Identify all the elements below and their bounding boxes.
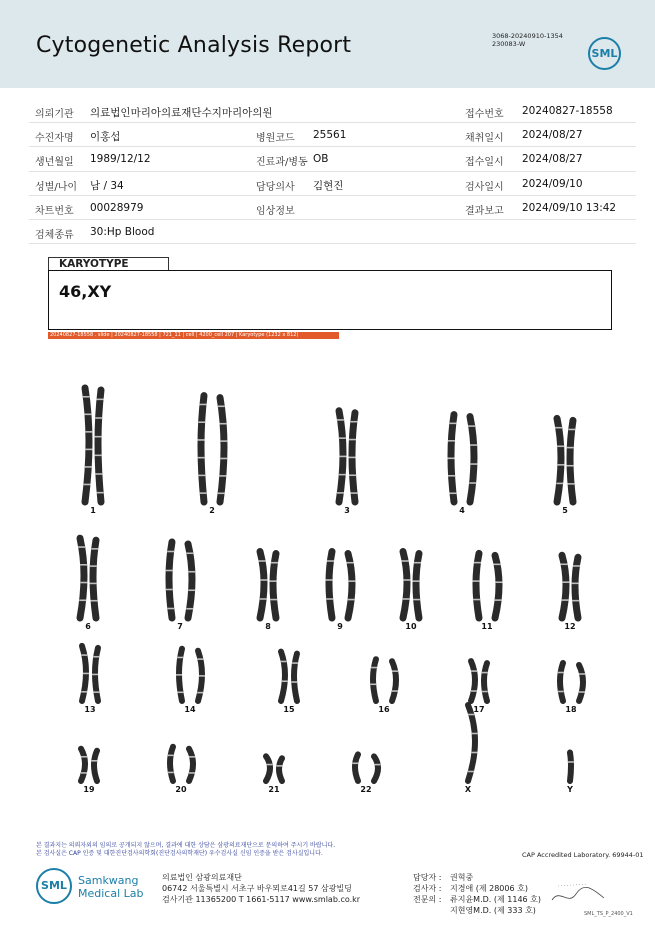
- chromosome-17: [471, 661, 488, 701]
- info-label: 담당의사: [256, 181, 295, 193]
- disclaimer-line2: 본 검사실은 CAP 인증 및 대한진단검사의학회(진단검사의학재단) 우수검사실 신임 인증을 받은 검사실입니다.: [36, 850, 323, 857]
- info-value: 이홍섭: [90, 131, 121, 144]
- karyotype-result-box: [48, 270, 612, 330]
- info-row: [29, 172, 636, 196]
- chromosome-label: 21: [268, 785, 280, 794]
- footer-address: [162, 872, 360, 905]
- chromosome-6: [78, 538, 98, 618]
- chromosome-18: [558, 663, 585, 701]
- info-value: 김현진: [313, 179, 344, 192]
- chromosome-2: [198, 396, 228, 502]
- chromosome-label: 9: [337, 622, 343, 631]
- chromosome-label: 18: [565, 705, 577, 714]
- info-label: 임상정보: [256, 205, 295, 217]
- disclaimer-line1: 본 결과지는 의뢰자외의 임의로 공개되지 않으며, 결과에 대한 상담은 삼광의료재단으로 문의하여 주시기 바랍니다.: [36, 842, 336, 849]
- karyogram-caption-bar: 20240827-18558 . slide | 20240827-18558 | 721_11 | cell | 4200_cell 207 | Karyotype (1232 x 812): [48, 332, 339, 339]
- chromosome-X: [468, 705, 478, 781]
- chromosome-label: 6: [85, 622, 91, 631]
- chromosome-1: [83, 388, 104, 502]
- chromosome-9: [326, 552, 356, 619]
- chromosome-14: [176, 649, 205, 701]
- info-label: 결과보고: [465, 205, 504, 217]
- chromosome-16: [370, 659, 398, 701]
- chromosome-label: 13: [84, 705, 96, 714]
- chromosome-label: Y: [567, 785, 573, 794]
- chromosome-label: 3: [344, 506, 350, 515]
- org-contact: 검사기관 11365200 T 1661-5117 www.smlab.co.kr: [162, 895, 361, 904]
- info-value: 2024/08/27: [522, 129, 583, 142]
- chromosome-20: [168, 747, 195, 781]
- chromosome-22: [352, 754, 380, 781]
- staff-name: 권혁중: [450, 873, 474, 882]
- info-value: 2024/09/10 13:42: [522, 201, 617, 214]
- chromosome-8: [258, 552, 278, 619]
- chromosome-label: 22: [360, 785, 372, 794]
- info-label: 의뢰기관: [35, 109, 74, 120]
- info-row: [29, 220, 636, 244]
- chromosome-21: [266, 756, 282, 781]
- org-address: 06742 서울특별시 서초구 바우뫼로41길 57 삼광빌딩: [162, 884, 352, 893]
- staff-role: 담당자 :: [413, 873, 442, 882]
- chromosome-10: [401, 552, 421, 619]
- info-value: 2024/09/10: [522, 177, 583, 190]
- info-row: [29, 147, 636, 171]
- staff-role: 검사자 :: [413, 884, 442, 893]
- report-code-line1: 3068-20240910-1354: [492, 32, 563, 40]
- info-label: 채취일시: [465, 133, 504, 145]
- signature-icon: [548, 880, 608, 910]
- chromosome-Y: [568, 753, 574, 782]
- info-value: 20240827-18558: [522, 105, 613, 117]
- chromosome-7: [166, 542, 196, 618]
- chromosome-label: 17: [473, 705, 485, 714]
- chromosome-11: [473, 553, 503, 618]
- info-label: 접수일시: [465, 157, 504, 169]
- cap-accreditation: CAP Accredited Laboratory. 69944-01: [522, 851, 644, 859]
- staff-role: 전문의 :: [413, 895, 442, 904]
- karyotype-label: KARYOTYPE: [48, 257, 169, 271]
- chromosome-4: [448, 415, 478, 502]
- info-row: [29, 99, 636, 123]
- chromosome-label: 12: [564, 622, 576, 631]
- chromosome-label: 19: [83, 785, 95, 794]
- chromosome-label: 1: [90, 506, 96, 515]
- chromosome-label: 7: [177, 622, 183, 631]
- org-name-line1: Samkwang: [78, 874, 139, 887]
- staff-name: 류지윤M.D. (제 1146 호): [450, 895, 542, 904]
- chromosome-label: 8: [265, 622, 271, 631]
- chromosome-label: 20: [175, 785, 187, 794]
- info-row: [29, 123, 636, 147]
- report-code-line2: 230083-W: [492, 40, 526, 48]
- footer-org-name: [78, 874, 144, 900]
- staff-name: 지현영M.D. (제 333 호): [450, 906, 536, 915]
- chromosome-label: 5: [562, 506, 568, 515]
- chromosome-12: [560, 555, 580, 618]
- info-value: 의료법인마리아의료재단수지마리아의원: [90, 107, 273, 119]
- org-name-kr: 의료법인 삼광의료재단: [162, 873, 242, 882]
- chromosome-15: [281, 652, 299, 701]
- chromosome-19: [81, 749, 97, 781]
- info-label: 검체종류: [35, 229, 74, 241]
- info-value: 남 / 34: [90, 179, 124, 192]
- patient-info-table: [29, 99, 636, 244]
- chromosome-5: [555, 418, 575, 502]
- chromosome-label: 11: [481, 622, 493, 631]
- info-value: 30:Hp Blood: [90, 225, 155, 238]
- info-value: 25561: [313, 129, 347, 142]
- report-code: [492, 32, 563, 48]
- info-value: 1989/12/12: [90, 153, 151, 166]
- footer-sml-logo: SML: [36, 868, 72, 904]
- chromosome-label: 4: [459, 506, 465, 515]
- disclaimer: [36, 842, 335, 858]
- org-name-line2: Medical Lab: [78, 887, 144, 900]
- report-title: Cytogenetic Analysis Report: [36, 33, 352, 58]
- info-value: OB: [313, 153, 329, 166]
- info-label: 검사일시: [465, 181, 504, 193]
- info-label: 접수번호: [465, 109, 504, 120]
- chromosome-label: 10: [405, 622, 417, 631]
- karyogram-image: [0, 340, 655, 810]
- chromosome-label: X: [464, 785, 472, 794]
- info-label: 생년월일: [35, 157, 74, 169]
- sml-logo: SML: [588, 37, 621, 70]
- info-row: [29, 196, 636, 220]
- info-label: 성별/나이: [35, 181, 78, 193]
- form-code: SML_TS_P_2400_V1: [584, 911, 633, 917]
- info-label: 진료과/병동: [256, 157, 308, 169]
- karyotype-value: 46,XY: [59, 282, 112, 301]
- chromosome-label: 16: [378, 705, 390, 714]
- info-value: 00028979: [90, 201, 144, 214]
- staff-name: 지경애 (제 28006 호): [450, 884, 528, 893]
- chromosome-label: 14: [184, 705, 196, 714]
- info-label: 병원코드: [256, 133, 295, 145]
- report-header: [0, 0, 655, 88]
- info-value: 2024/08/27: [522, 153, 583, 166]
- chromosome-label: 2: [209, 506, 215, 515]
- chromosome-label: 15: [283, 705, 295, 714]
- chromosome-13: [81, 646, 99, 701]
- info-label: 수진자명: [35, 133, 74, 145]
- info-label: 차트번호: [35, 205, 74, 217]
- chromosome-3: [337, 411, 357, 502]
